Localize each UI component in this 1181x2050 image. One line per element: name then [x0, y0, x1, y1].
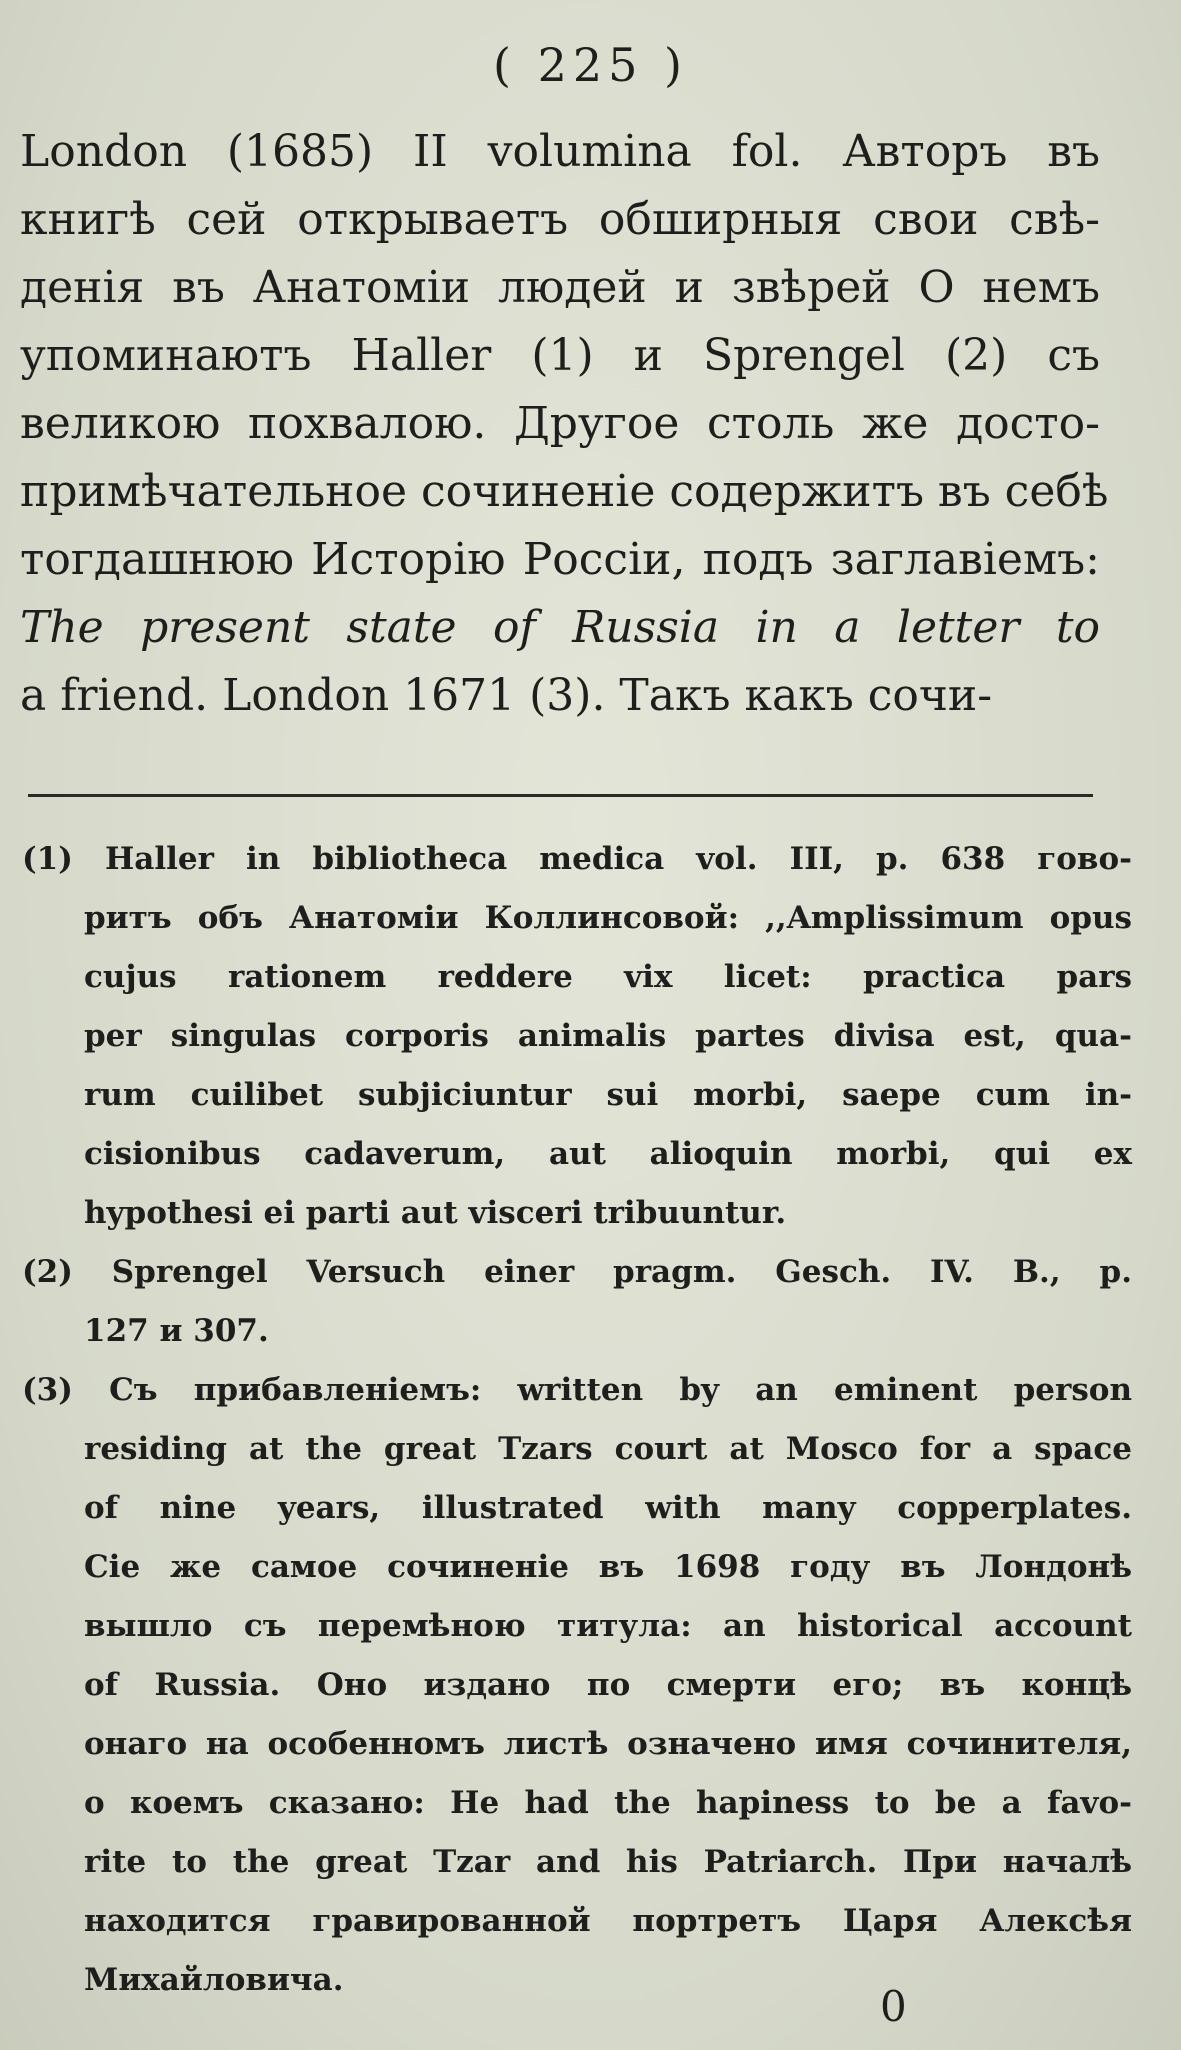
footnote-line: Михайловича. — [84, 1962, 344, 1998]
footnote-line: ритъ объ Анатоміи Коллинсовой: ,,Amplissimum opus — [84, 900, 1132, 936]
footnote-line: of Russia. Оно издано по смерти его; въ концѣ — [84, 1667, 1132, 1703]
footnote-line: hypothesi ei parti aut visceri tribuuntur. — [84, 1195, 787, 1231]
page-number: ( 225 ) — [493, 38, 688, 92]
footnote-line: of nine years, illustrated with many copperplates. — [84, 1490, 1132, 1526]
body-line: The present state of Russia in a letter to — [20, 602, 1100, 653]
footnotes — [22, 830, 1132, 2010]
signature-mark: 0 — [880, 1982, 907, 2031]
body-line: тогдашнюю Исторію Россіи, подъ заглавіемъ: — [20, 534, 1100, 585]
main-text — [20, 118, 1109, 730]
footnote-line: Сіе же самое сочиненіе въ 1698 году въ Лондонѣ — [84, 1549, 1132, 1585]
body-line: a friend. London 1671 (3). Такъ какъ сочи- — [20, 670, 993, 721]
footnote-line: cisionibus cadaverum, aut alioquin morbi, qui ex — [84, 1136, 1132, 1172]
footnote-line: вышло съ перемѣною титула: an historical account — [84, 1608, 1132, 1644]
body-line: книгѣ сей открываетъ обширныя свои свѣ- — [20, 194, 1100, 245]
footnote-line: (2) Sprengel Versuch einer pragm. Gesch. IV. B., p. — [22, 1254, 1132, 1290]
footnote-line: rite to the great Tzar and his Patriarch. При началѣ — [84, 1844, 1132, 1880]
footnote-line: 127 и 307. — [84, 1313, 269, 1349]
footnote-line: per singulas corporis animalis partes divisa est, qua- — [84, 1018, 1132, 1054]
footnote-line: cujus rationem reddere vix licet: practica pars — [84, 959, 1132, 995]
body-line: великою похвалою. Другое столь же досто- — [20, 398, 1100, 449]
body-line: денія въ Анатоміи людей и звѣрей О немъ — [20, 262, 1100, 313]
body-line: примѣчательное сочиненіе содержитъ въ себѣ — [20, 466, 1109, 517]
body-line: London (1685) II volumina fol. Авторъ въ — [20, 126, 1100, 177]
footnote-line: (3) Съ прибавленіемъ: written by an eminent person — [22, 1372, 1132, 1408]
footnote-line: онаго на особенномъ листѣ означено имя сочинителя, — [84, 1726, 1132, 1762]
footnote-line: residing at the great Tzars court at Mosco for a space — [84, 1431, 1132, 1467]
footnote-divider — [28, 794, 1093, 797]
footnote-line: rum cuilibet subjiciuntur sui morbi, saepe cum in- — [84, 1077, 1132, 1113]
footnote-line: о коемъ сказано: He had the hapiness to be a favo- — [84, 1785, 1132, 1821]
body-line: упоминаютъ Haller (1) и Sprengel (2) съ — [20, 330, 1100, 381]
footnote-line: (1) Haller in bibliotheca medica vol. III, p. 638 гово- — [22, 841, 1132, 877]
footnote-line: находится гравированной портретъ Царя Алексѣя — [84, 1903, 1132, 1939]
